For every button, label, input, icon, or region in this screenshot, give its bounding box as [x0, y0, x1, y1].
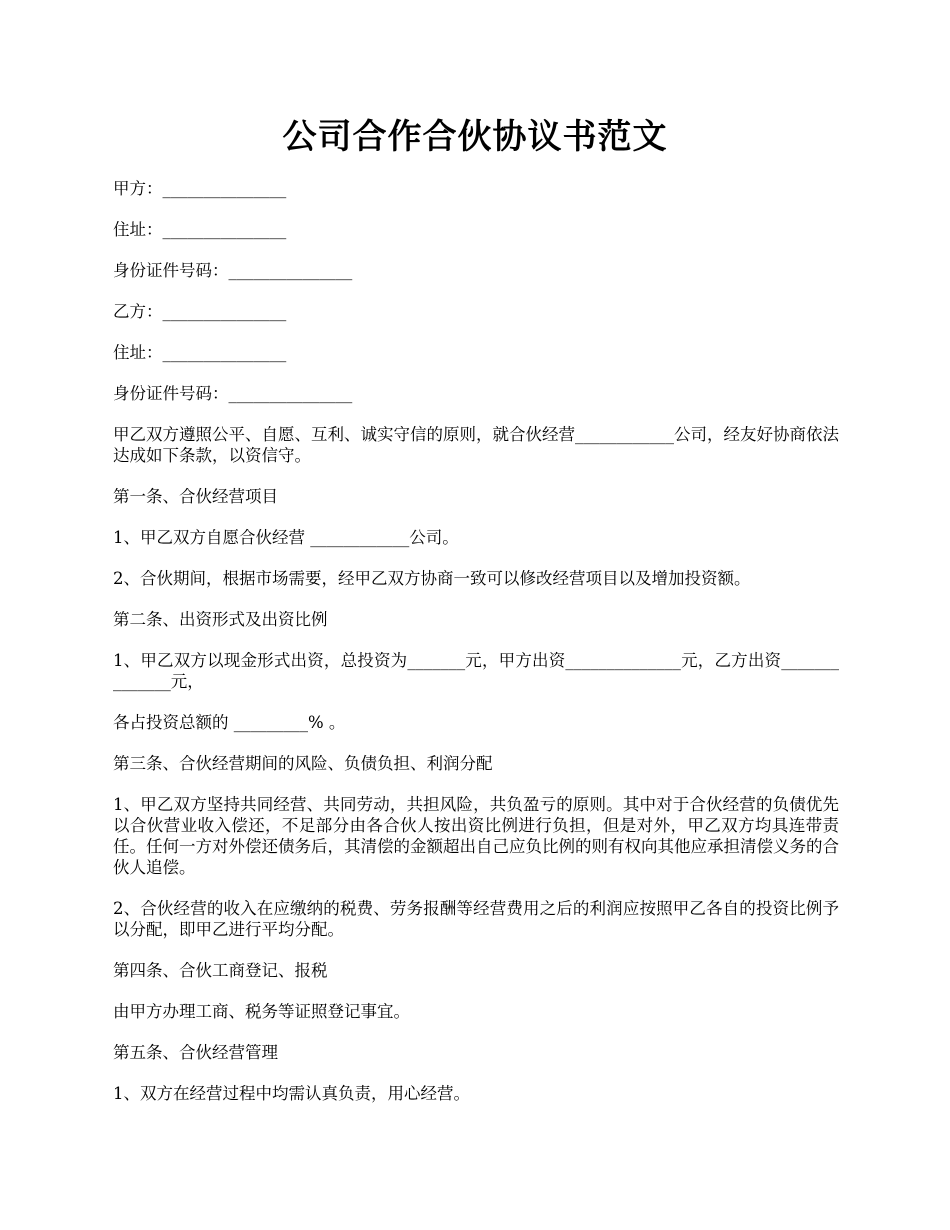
article-3-heading: 第三条、合伙经营期间的风险、负债负担、利润分配 [113, 754, 493, 773]
article-1-clause-2: 2、合伙期间，根据市场需要，经甲乙双方协商一致可以修改经营项目以及增加投资额。 [113, 569, 751, 588]
article-2-clause-1: 1、甲乙双方以现金形式出资，总投资为_______元，甲方出资______________元，乙方出资______________元， [113, 651, 839, 691]
article-1-clause-1: 1、甲乙双方自愿合伙经营 ____________公司。 [113, 528, 459, 547]
article-3-clause-1: 1、甲乙双方坚持共同经营、共同劳动，共担风险，共负盈亏的原则。其中对于合伙经营的负债优先以合伙营业收入偿还，不足部分由各合伙人按出资比例进行负担，但是对外，甲乙双方均具连带责任。任何一方对外偿还债务后，其清偿的金额超出自己应负比例的则有权向其他应承担清偿义务的合伙人追偿。 [113, 795, 839, 877]
article-5-heading: 第五条、合伙经营管理 [113, 1043, 278, 1062]
article-2-heading: 第二条、出资形式及出资比例 [113, 610, 328, 629]
party-a-id-number: 身份证件号码：_______________ [113, 261, 353, 280]
party-b-address: 住址：_______________ [113, 343, 287, 362]
party-a-name: 甲方：_______________ [113, 179, 287, 198]
party-b-name: 乙方：_______________ [113, 302, 287, 321]
party-b-id-number: 身份证件号码：_______________ [113, 384, 353, 403]
article-4-heading: 第四条、合伙工商登记、报税 [113, 961, 328, 980]
article-2-share-line: 各占投资总额的 _________% 。 [113, 713, 346, 732]
article-4-clause: 由甲方办理工商、税务等证照登记事宜。 [113, 1002, 410, 1021]
document-title: 公司合作合伙协议书范文 [282, 117, 668, 157]
article-5-clause-1: 1、双方在经营过程中均需认真负责，用心经营。 [113, 1084, 470, 1103]
preamble-paragraph: 甲乙双方遵照公平、自愿、互利、诚实守信的原则，就合伙经营____________公司，经友好协商依法达成如下条款，以资信守。 [113, 425, 839, 465]
document-body [113, 178, 839, 1124]
article-1-heading: 第一条、合伙经营项目 [113, 487, 278, 506]
party-a-address: 住址：_______________ [113, 220, 287, 239]
article-3-clause-2: 2、合伙经营的收入在应缴纳的税费、劳务报酬等经营费用之后的利润应按照甲乙各自的投资比例予以分配，即甲乙进行平均分配。 [113, 899, 839, 939]
